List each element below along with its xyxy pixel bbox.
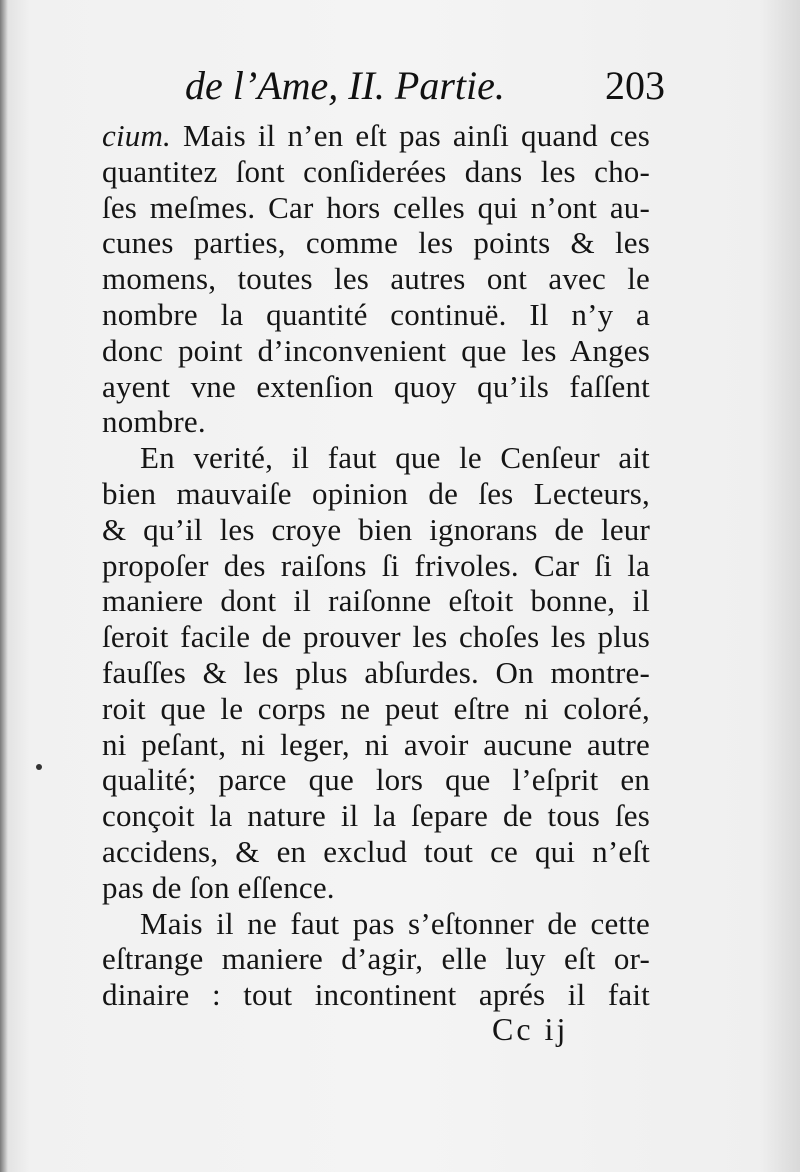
text-line: bien mauvaiſe opinion de ſes Lecteurs, [102, 475, 650, 511]
paragraph-start: En verité, il faut que le Cenſeur ait [140, 440, 650, 476]
signature-mark: Cc ij [492, 1011, 569, 1047]
text-line: nombre la quantité continuë. Il n’y a [102, 296, 650, 332]
text-line: dinaire : tout incontinent aprés il fait [102, 977, 650, 1013]
page-number: 203 [605, 63, 665, 108]
text-line: qualité; parce que lors que l’eſprit en [102, 762, 650, 798]
text-line: cunes parties, comme les points & les [102, 225, 650, 261]
first-line-rest: Mais il n’en eſt pas ainſi quand ces [171, 118, 650, 153]
text-line: donc point d’inconvenient que les Anges [102, 332, 650, 368]
text-line: roit que le corps ne peut eſtre ni coloré, [102, 690, 650, 726]
text-line: maniere dont il raiſonne eſtoit bonne, il [102, 583, 650, 619]
text-line: quantitez ſont conſiderées dans les cho- [102, 153, 650, 189]
body-text [102, 118, 650, 1013]
text-line: conçoit la nature il la ſepare de tous ſes [102, 798, 650, 834]
first-line-lead: cium. [102, 118, 172, 153]
gutter-shadow [0, 0, 8, 1172]
text-line: eſtrange maniere d’agir, elle luy eſt or- [102, 941, 650, 977]
text-line: ni peſant, ni leger, ni avoir aucune autre [102, 726, 650, 762]
text-line: ſes meſmes. Car hors celles qui n’ont au- [102, 189, 650, 225]
text-line: pas de ſon eſſence. [102, 869, 335, 905]
text-line: nombre. [102, 404, 206, 440]
running-title: de l’Ame, II. Partie. [185, 63, 505, 108]
paragraph-start: Mais il ne faut pas s’eſtonner de cette [140, 905, 650, 941]
text-line: fauſſes & les plus abſurdes. On montre- [102, 654, 650, 690]
text-line [102, 118, 650, 154]
page-header [185, 62, 665, 112]
text-line: ſeroit facile de prouver les choſes les plus [102, 619, 650, 655]
text-line: & qu’il les croye bien ignorans de leur [102, 511, 650, 547]
text-line: ayent vne extenſion quoy qu’ils faſſent [102, 368, 650, 404]
text-line: propoſer des raiſons ſi frivoles. Car ſi la [102, 547, 650, 583]
ink-spot [36, 764, 42, 770]
text-line: accidens, & en exclud tout ce qui n’eſt [102, 833, 650, 869]
text-line: momens, toutes les autres ont avec le [102, 261, 650, 297]
